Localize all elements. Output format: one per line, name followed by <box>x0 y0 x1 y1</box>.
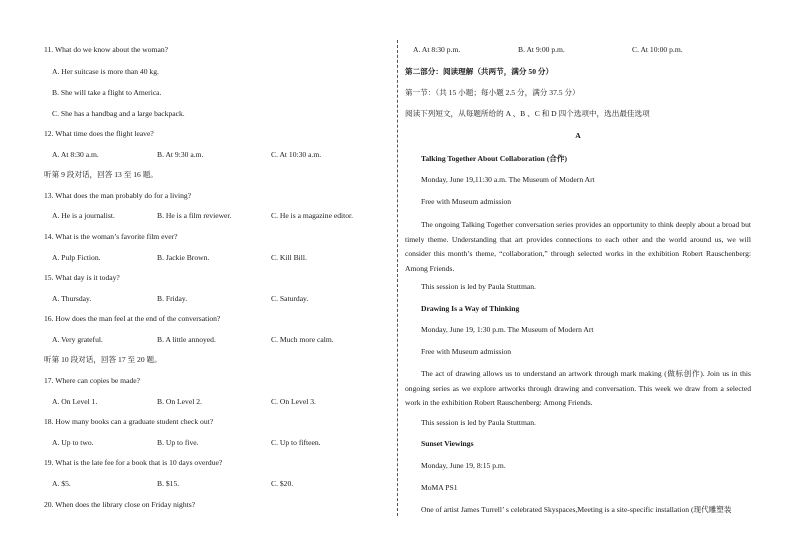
option-13-c: C. He is a magazine editor. <box>271 211 354 220</box>
option-18-b: B. Up to five. <box>157 438 199 447</box>
question-20: 20. When does the library close on Friday nights? <box>44 500 196 509</box>
event-2-leader: This session is led by Paula Stuttman. <box>421 418 536 427</box>
question-17: 17. Where can copies be made? <box>44 376 141 385</box>
option-15-c: C. Saturday. <box>271 294 309 303</box>
option-13-a: A. He is a journalist. <box>52 211 115 220</box>
option-16-b: B. A little annoyed. <box>157 335 216 344</box>
section-1-heading: 第一节：（共 15 小题；每小题 2.5 分，满分 37.5 分） <box>405 88 580 97</box>
reading-instruction: 阅读下列短文，从每题所给的 A 、B 、C 和 D 四个选项中，选出最佳选项 <box>405 109 650 118</box>
event-1-admission: Free with Museum admission <box>421 197 512 206</box>
option-12-a: A. At 8:30 a.m. <box>52 150 99 159</box>
section-10-heading: 听第 10 段对话，回答 17 至 20 题。 <box>44 355 162 364</box>
question-19: 19. What is the late fee for a book that is 10 days overdue? <box>44 458 223 467</box>
option-20-c: C. At 10:00 p.m. <box>632 45 683 54</box>
option-11-a: A. Her suitcase is more than 40 kg. <box>52 67 159 76</box>
option-14-b: B. Jackie Brown. <box>157 253 210 262</box>
question-16: 16. How does the man feel at the end of the conversation? <box>44 314 221 323</box>
option-14-c: C. Kill Bill. <box>271 253 307 262</box>
event-1-description: The ongoing Talking Together conversation series provides an opportunity to think deeply about a broad but timely theme. Understanding that art provides connections to each other and the world around us, we will consider this month’s theme, “collaboration,” through selected works in the exhibition Robert Rauschenberg: Among Friends. <box>405 220 751 273</box>
option-11-c: C. She has a handbag and a large backpack. <box>52 109 185 118</box>
option-19-b: B. $15. <box>157 479 180 488</box>
option-16-a: A. Very grateful. <box>52 335 103 344</box>
passage-letter: A <box>575 131 581 140</box>
option-15-b: B. Friday. <box>157 294 188 303</box>
option-20-a: A. At 8:30 p.m. <box>413 45 461 54</box>
event-2-time: Monday, June 19, 1:30 p.m. The Museum of Modern Art <box>421 325 594 334</box>
option-12-c: C. At 10:30 a.m. <box>271 150 322 159</box>
option-18-a: A. Up to two. <box>52 438 94 447</box>
event-1-title: Talking Together About Collaboration (合作) <box>421 154 567 163</box>
option-17-a: A. On Level 1. <box>52 397 98 406</box>
question-11: 11. What do we know about the woman? <box>44 45 169 54</box>
column-divider <box>397 40 398 516</box>
event-3-title: Sunset Viewings <box>421 439 474 448</box>
section-9-heading: 听第 9 段对话，回答 13 至 16 题。 <box>44 170 158 179</box>
option-17-c: C. On Level 3. <box>271 397 316 406</box>
event-3-time: Monday, June 19, 8:15 p.m. <box>421 461 506 470</box>
part-2-heading: 第二部分：阅读理解（共两节，满分 50 分） <box>405 67 554 76</box>
question-13: 13. What does the man probably do for a living? <box>44 191 192 200</box>
option-19-c: C. $20. <box>271 479 294 488</box>
event-3-description: One of artist James Turrell’ s celebrated Skyspaces,Meeting is a site-specific installation (现代雕塑装 <box>421 505 732 514</box>
option-12-b: B. At 9:30 a.m. <box>157 150 204 159</box>
option-11-b: B. She will take a flight to America. <box>52 88 162 97</box>
option-18-c: C. Up to fifteen. <box>271 438 321 447</box>
event-2-title: Drawing Is a Way of Thinking <box>421 304 520 313</box>
option-19-a: A. $5. <box>52 479 71 488</box>
event-2-admission: Free with Museum admission <box>421 347 512 356</box>
option-16-c: C. Much more calm. <box>271 335 334 344</box>
option-20-b: B. At 9:00 p.m. <box>518 45 565 54</box>
event-2-description: The act of drawing allows us to understand an artwork through mark making (做标创作). Join us in this ongoing series as we explore artworks through drawing and conversation. This week we draw from a selected work in the exhibition Robert Rauschenberg: Among Friends. <box>405 369 751 407</box>
event-3-place: MoMA PS1 <box>421 483 458 492</box>
event-1-leader: This session is led by Paula Stuttman. <box>421 282 536 291</box>
question-15: 15. What day is it today? <box>44 273 120 282</box>
option-13-b: B. He is a film reviewer. <box>157 211 232 220</box>
option-15-a: A. Thursday. <box>52 294 92 303</box>
question-18: 18. How many books can a graduate student check out? <box>44 417 214 426</box>
event-1-time: Monday, June 19,11:30 a.m. The Museum of Modern Art <box>421 175 595 184</box>
option-17-b: B. On Level 2. <box>157 397 202 406</box>
question-14: 14. What is the woman’s favorite film ever? <box>44 232 178 241</box>
option-14-a: A. Pulp Fiction. <box>52 253 101 262</box>
question-12: 12. What time does the flight leave? <box>44 129 154 138</box>
